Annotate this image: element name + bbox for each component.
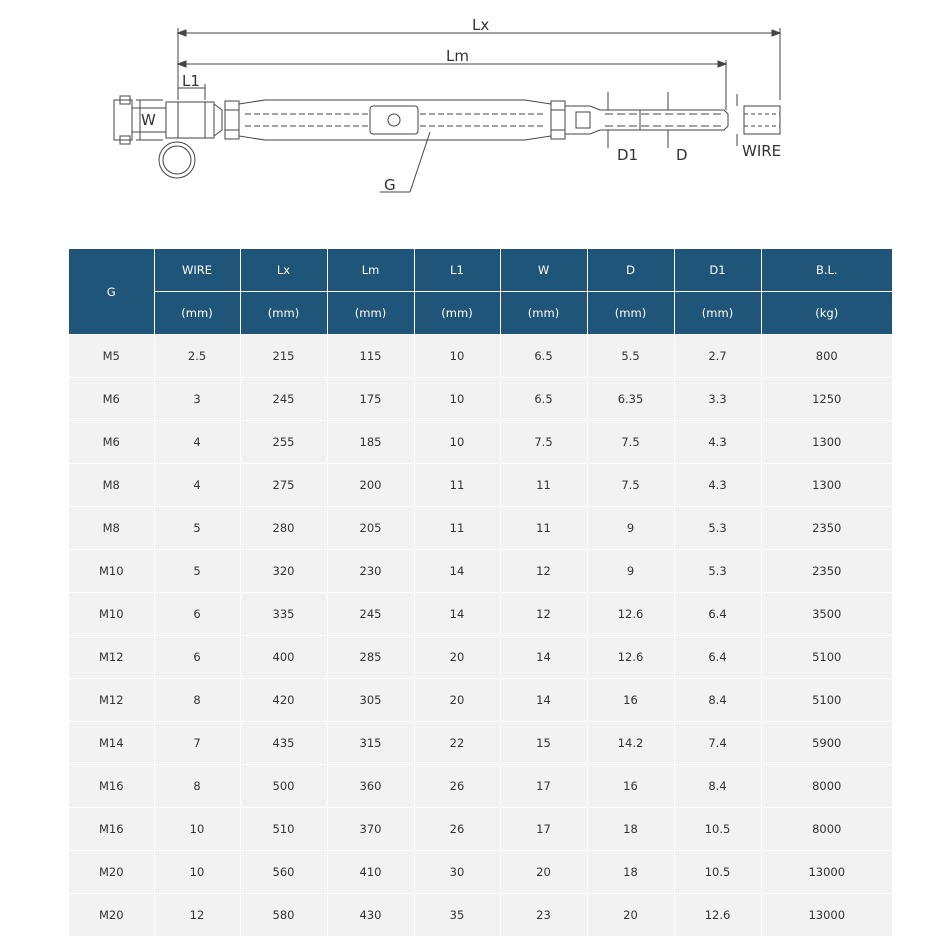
- cell-d: 6.35: [587, 378, 674, 421]
- cell-d: 12.6: [587, 593, 674, 636]
- cell-w: 11: [500, 507, 587, 550]
- cell-l1: 11: [414, 507, 500, 550]
- cell-g: M6: [69, 421, 154, 464]
- cell-lm: 410: [327, 851, 414, 894]
- cell-lm: 285: [327, 636, 414, 679]
- cell-w: 14: [500, 636, 587, 679]
- w-label: W: [141, 111, 156, 129]
- cell-l1: 10: [414, 335, 500, 378]
- cell-bl: 5100: [761, 636, 892, 679]
- cell-l1: 14: [414, 593, 500, 636]
- table-header: [69, 249, 892, 335]
- cell-wire: 10: [154, 808, 240, 851]
- cell-d1: 3.3: [674, 378, 761, 421]
- cell-d: 20: [587, 894, 674, 937]
- cell-lm: 205: [327, 507, 414, 550]
- cell-wire: 5: [154, 507, 240, 550]
- cell-l1: 20: [414, 679, 500, 722]
- cell-g: M10: [69, 593, 154, 636]
- cell-g: M8: [69, 464, 154, 507]
- cell-d1: 2.7: [674, 335, 761, 378]
- cell-g: M12: [69, 679, 154, 722]
- cell-g: M5: [69, 335, 154, 378]
- cell-w: 11: [500, 464, 587, 507]
- g-label: G: [384, 176, 396, 194]
- cell-g: M14: [69, 722, 154, 765]
- cell-l1: 20: [414, 636, 500, 679]
- header-row-units: [69, 292, 892, 335]
- cell-w: 6.5: [500, 335, 587, 378]
- spec-table: [69, 249, 892, 936]
- cell-wire: 8: [154, 679, 240, 722]
- header-row-names: [69, 249, 892, 292]
- cell-bl: 13000: [761, 894, 892, 937]
- cell-lm: 360: [327, 765, 414, 808]
- cell-g: M10: [69, 550, 154, 593]
- cell-g: M20: [69, 894, 154, 937]
- cell-d: 16: [587, 679, 674, 722]
- cell-lx: 215: [240, 335, 327, 378]
- cell-w: 17: [500, 765, 587, 808]
- cell-d: 18: [587, 851, 674, 894]
- cell-w: 17: [500, 808, 587, 851]
- header-l1: L1: [414, 249, 500, 292]
- unit-w: (mm): [500, 292, 587, 335]
- cell-lx: 435: [240, 722, 327, 765]
- cell-lm: 200: [327, 464, 414, 507]
- cell-w: 7.5: [500, 421, 587, 464]
- cell-lm: 305: [327, 679, 414, 722]
- cell-w: 12: [500, 593, 587, 636]
- unit-lm: (mm): [327, 292, 414, 335]
- cell-w: 20: [500, 851, 587, 894]
- cell-d: 7.5: [587, 421, 674, 464]
- cell-l1: 22: [414, 722, 500, 765]
- cell-bl: 3500: [761, 593, 892, 636]
- d1-label: D1: [617, 146, 639, 164]
- table-body: [69, 335, 892, 937]
- cell-d1: 10.5: [674, 808, 761, 851]
- cell-wire: 4: [154, 464, 240, 507]
- cell-d: 5.5: [587, 335, 674, 378]
- cell-l1: 10: [414, 421, 500, 464]
- table-row: [69, 378, 892, 421]
- table-row: [69, 464, 892, 507]
- cell-bl: 8000: [761, 808, 892, 851]
- unit-wire: (mm): [154, 292, 240, 335]
- cell-g: M20: [69, 851, 154, 894]
- cell-g: M6: [69, 378, 154, 421]
- cell-lx: 580: [240, 894, 327, 937]
- cell-lm: 175: [327, 378, 414, 421]
- lm-label: Lm: [446, 47, 469, 65]
- cell-lx: 275: [240, 464, 327, 507]
- cell-bl: 2350: [761, 507, 892, 550]
- cell-bl: 13000: [761, 851, 892, 894]
- cell-bl: 2350: [761, 550, 892, 593]
- cell-d: 12.6: [587, 636, 674, 679]
- header-w: W: [500, 249, 587, 292]
- cell-l1: 26: [414, 808, 500, 851]
- cell-lx: 255: [240, 421, 327, 464]
- cell-lx: 280: [240, 507, 327, 550]
- cell-d1: 4.3: [674, 464, 761, 507]
- cell-lm: 185: [327, 421, 414, 464]
- cell-d1: 5.3: [674, 550, 761, 593]
- lx-label: Lx: [472, 16, 490, 34]
- cell-wire: 3: [154, 378, 240, 421]
- cell-wire: 6: [154, 593, 240, 636]
- cell-d1: 6.4: [674, 593, 761, 636]
- table-row: [69, 550, 892, 593]
- cell-lx: 320: [240, 550, 327, 593]
- cell-l1: 10: [414, 378, 500, 421]
- unit-lx: (mm): [240, 292, 327, 335]
- cell-lx: 560: [240, 851, 327, 894]
- cell-d1: 5.3: [674, 507, 761, 550]
- table-row: [69, 593, 892, 636]
- unit-l1: (mm): [414, 292, 500, 335]
- cell-wire: 6: [154, 636, 240, 679]
- cell-d1: 10.5: [674, 851, 761, 894]
- cell-d1: 7.4: [674, 722, 761, 765]
- unit-d: (mm): [587, 292, 674, 335]
- cell-wire: 12: [154, 894, 240, 937]
- cell-d1: 4.3: [674, 421, 761, 464]
- cell-g: M16: [69, 808, 154, 851]
- cell-w: 14: [500, 679, 587, 722]
- cell-wire: 10: [154, 851, 240, 894]
- header-bl: B.L.: [761, 249, 892, 292]
- cell-w: 12: [500, 550, 587, 593]
- cell-l1: 14: [414, 550, 500, 593]
- cell-lm: 230: [327, 550, 414, 593]
- table-row: [69, 421, 892, 464]
- cell-lm: 115: [327, 335, 414, 378]
- table-row: [69, 765, 892, 808]
- cell-d: 7.5: [587, 464, 674, 507]
- cell-wire: 7: [154, 722, 240, 765]
- table-row: [69, 808, 892, 851]
- cell-d1: 12.6: [674, 894, 761, 937]
- cell-d: 18: [587, 808, 674, 851]
- cell-lm: 245: [327, 593, 414, 636]
- cell-lm: 370: [327, 808, 414, 851]
- l1-label: L1: [182, 72, 200, 90]
- cell-lx: 500: [240, 765, 327, 808]
- cell-lm: 430: [327, 894, 414, 937]
- cell-d: 16: [587, 765, 674, 808]
- cell-d1: 8.4: [674, 765, 761, 808]
- cell-w: 15: [500, 722, 587, 765]
- cell-bl: 5100: [761, 679, 892, 722]
- cell-d: 14.2: [587, 722, 674, 765]
- cell-w: 6.5: [500, 378, 587, 421]
- cell-l1: 35: [414, 894, 500, 937]
- cell-g: M8: [69, 507, 154, 550]
- table-row: [69, 636, 892, 679]
- cell-wire: 8: [154, 765, 240, 808]
- turnbuckle-diagram: [0, 0, 951, 240]
- table-row: [69, 894, 892, 937]
- unit-d1: (mm): [674, 292, 761, 335]
- cell-lx: 510: [240, 808, 327, 851]
- header-lm: Lm: [327, 249, 414, 292]
- cell-d1: 6.4: [674, 636, 761, 679]
- header-wire: WIRE: [154, 249, 240, 292]
- header-d1: D1: [674, 249, 761, 292]
- cell-bl: 1250: [761, 378, 892, 421]
- cell-d: 9: [587, 550, 674, 593]
- cell-lx: 245: [240, 378, 327, 421]
- table-row: [69, 507, 892, 550]
- cell-lx: 420: [240, 679, 327, 722]
- d-label: D: [676, 146, 688, 164]
- cell-wire: 5: [154, 550, 240, 593]
- wire-label: WIRE: [742, 142, 782, 160]
- cell-bl: 800: [761, 335, 892, 378]
- cell-d: 9: [587, 507, 674, 550]
- cell-d1: 8.4: [674, 679, 761, 722]
- header-lx: Lx: [240, 249, 327, 292]
- cell-g: M12: [69, 636, 154, 679]
- cell-bl: 5900: [761, 722, 892, 765]
- table-row: [69, 679, 892, 722]
- table-row: [69, 335, 892, 378]
- header-d: D: [587, 249, 674, 292]
- cell-l1: 30: [414, 851, 500, 894]
- cell-w: 23: [500, 894, 587, 937]
- cell-bl: 1300: [761, 421, 892, 464]
- cell-wire: 2.5: [154, 335, 240, 378]
- cell-wire: 4: [154, 421, 240, 464]
- cell-bl: 1300: [761, 464, 892, 507]
- unit-bl: (kg): [761, 292, 892, 335]
- cell-g: M16: [69, 765, 154, 808]
- table-row: [69, 851, 892, 894]
- cell-lx: 335: [240, 593, 327, 636]
- cell-lx: 400: [240, 636, 327, 679]
- cell-l1: 11: [414, 464, 500, 507]
- cell-lm: 315: [327, 722, 414, 765]
- cell-bl: 8000: [761, 765, 892, 808]
- header-g: G: [69, 249, 154, 335]
- cell-l1: 26: [414, 765, 500, 808]
- table-row: [69, 722, 892, 765]
